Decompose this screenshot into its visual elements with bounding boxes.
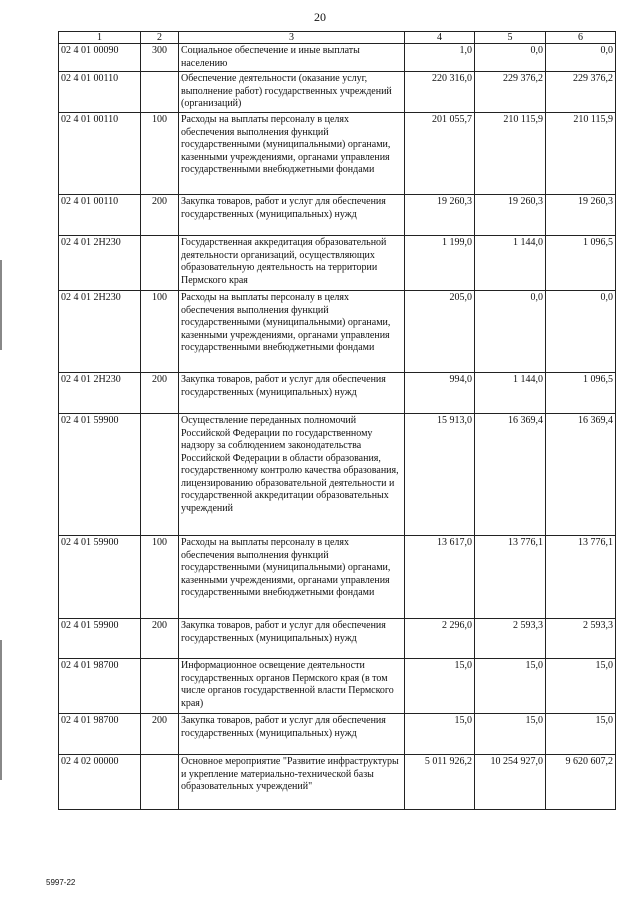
amount-col4-cell: 15,0: [405, 659, 475, 714]
expense-type-cell: 200: [141, 373, 179, 414]
code-cell: 02 4 01 00110: [59, 72, 141, 113]
amount-col5-cell: 19 260,3: [475, 195, 546, 236]
amount-col4-cell: 19 260,3: [405, 195, 475, 236]
amount-col5-cell: 16 369,4: [475, 414, 546, 536]
amount-col5-cell: 210 115,9: [475, 113, 546, 195]
amount-col6-cell: 15,0: [546, 659, 616, 714]
amount-col5-cell: 229 376,2: [475, 72, 546, 113]
amount-col6-cell: 16 369,4: [546, 414, 616, 536]
description-cell: Расходы на выплаты персоналу в целях обеспечения выполнения функций государственными (муниципальными) органами, казенными учреждениями, органами управления государственными внебюджетными фондами: [179, 291, 405, 373]
description-cell: Закупка товаров, работ и услуг для обеспечения государственных (муниципальных) нужд: [179, 195, 405, 236]
amount-col5-cell: 15,0: [475, 659, 546, 714]
amount-col4-cell: 13 617,0: [405, 536, 475, 619]
code-cell: 02 4 01 59900: [59, 619, 141, 659]
expense-type-cell: 200: [141, 195, 179, 236]
code-cell: 02 4 01 2Н230: [59, 291, 141, 373]
amount-col4-cell: 220 316,0: [405, 72, 475, 113]
column-header-6: 6: [546, 32, 616, 44]
amount-col5-cell: 0,0: [475, 291, 546, 373]
expense-type-cell: 200: [141, 714, 179, 755]
table-row: [59, 113, 616, 195]
code-cell: 02 4 01 00090: [59, 44, 141, 72]
table-row: [59, 195, 616, 236]
code-cell: 02 4 01 98700: [59, 714, 141, 755]
column-header-4: 4: [405, 32, 475, 44]
expense-type-cell: 300: [141, 44, 179, 72]
code-cell: 02 4 01 2Н230: [59, 236, 141, 291]
budget-table: [58, 31, 616, 810]
code-cell: 02 4 01 59900: [59, 536, 141, 619]
amount-col6-cell: 210 115,9: [546, 113, 616, 195]
code-cell: 02 4 01 00110: [59, 113, 141, 195]
code-cell: 02 4 01 00110: [59, 195, 141, 236]
amount-col4-cell: 15 913,0: [405, 414, 475, 536]
amount-col4-cell: 1 199,0: [405, 236, 475, 291]
code-cell: 02 4 01 98700: [59, 659, 141, 714]
amount-col6-cell: 13 776,1: [546, 536, 616, 619]
amount-col4-cell: 201 055,7: [405, 113, 475, 195]
amount-col5-cell: 1 144,0: [475, 236, 546, 291]
table-row: [59, 659, 616, 714]
amount-col4-cell: 994,0: [405, 373, 475, 414]
amount-col6-cell: 9 620 607,2: [546, 755, 616, 810]
amount-col6-cell: 229 376,2: [546, 72, 616, 113]
description-cell: Закупка товаров, работ и услуг для обеспечения государственных (муниципальных) нужд: [179, 619, 405, 659]
table-row: [59, 536, 616, 619]
page-number: 20: [314, 10, 326, 24]
expense-type-cell: [141, 659, 179, 714]
amount-col5-cell: 10 254 927,0: [475, 755, 546, 810]
amount-col5-cell: 0,0: [475, 44, 546, 72]
table-row: [59, 414, 616, 536]
column-header-3: 3: [179, 32, 405, 44]
amount-col4-cell: 205,0: [405, 291, 475, 373]
amount-col6-cell: 2 593,3: [546, 619, 616, 659]
table-row: [59, 714, 616, 755]
table-body: [59, 44, 616, 810]
table-header-row: [59, 32, 616, 44]
expense-type-cell: 100: [141, 291, 179, 373]
code-cell: 02 4 02 00000: [59, 755, 141, 810]
amount-col5-cell: 15,0: [475, 714, 546, 755]
scan-edge-mark: [0, 260, 2, 350]
amount-col4-cell: 15,0: [405, 714, 475, 755]
description-cell: Расходы на выплаты персоналу в целях обеспечения выполнения функций государственными (муниципальными) органами, казенными учреждениями, органами управления государственными внебюджетными фондами: [179, 536, 405, 619]
code-cell: 02 4 01 2Н230: [59, 373, 141, 414]
description-cell: Расходы на выплаты персоналу в целях обеспечения выполнения функций государственными (муниципальными) органами, казенными учреждениями, органами управления государственными внебюджетными фондами: [179, 113, 405, 195]
amount-col4-cell: 2 296,0: [405, 619, 475, 659]
amount-col5-cell: 13 776,1: [475, 536, 546, 619]
expense-type-cell: 200: [141, 619, 179, 659]
description-cell: Осуществление переданных полномочий Российской Федерации по государственному надзору за соблюдением законодательства Российской Федерации в области образования, государственному контролю качества образования, лицензированию образовательной деятельности и государственной аккредитации образовательных учреждений: [179, 414, 405, 536]
column-header-5: 5: [475, 32, 546, 44]
amount-col5-cell: 2 593,3: [475, 619, 546, 659]
description-cell: Закупка товаров, работ и услуг для обеспечения государственных (муниципальных) нужд: [179, 714, 405, 755]
description-cell: Обеспечение деятельности (оказание услуг, выполнение работ) государственных учреждений (организаций): [179, 72, 405, 113]
table-row: [59, 291, 616, 373]
code-cell: 02 4 01 59900: [59, 414, 141, 536]
description-cell: Закупка товаров, работ и услуг для обеспечения государственных (муниципальных) нужд: [179, 373, 405, 414]
description-cell: Социальное обеспечение и иные выплаты населению: [179, 44, 405, 72]
description-cell: Основное мероприятие "Развитие инфраструктуры и укрепление материально-технической базы образовательных учреждений": [179, 755, 405, 810]
column-header-1: 1: [59, 32, 141, 44]
expense-type-cell: 100: [141, 113, 179, 195]
amount-col6-cell: 0,0: [546, 291, 616, 373]
expense-type-cell: [141, 414, 179, 536]
expense-type-cell: [141, 236, 179, 291]
description-cell: Государственная аккредитация образовательной деятельности организаций, осуществляющих образовательную деятельность на территории Пермского края: [179, 236, 405, 291]
amount-col4-cell: 5 011 926,2: [405, 755, 475, 810]
footer-document-code: 5997-22: [46, 878, 76, 887]
amount-col6-cell: 1 096,5: [546, 236, 616, 291]
expense-type-cell: 100: [141, 536, 179, 619]
table-row: [59, 619, 616, 659]
table-row: [59, 236, 616, 291]
table-row: [59, 373, 616, 414]
table-row: [59, 44, 616, 72]
scan-edge-mark: [0, 640, 2, 780]
amount-col6-cell: 19 260,3: [546, 195, 616, 236]
table-row: [59, 755, 616, 810]
amount-col5-cell: 1 144,0: [475, 373, 546, 414]
expense-type-cell: [141, 755, 179, 810]
description-cell: Информационное освещение деятельности государственных органов Пермского края (в том числе органов государственной власти Пермского края): [179, 659, 405, 714]
expense-type-cell: [141, 72, 179, 113]
amount-col4-cell: 1,0: [405, 44, 475, 72]
amount-col6-cell: 0,0: [546, 44, 616, 72]
table-row: [59, 72, 616, 113]
amount-col6-cell: 15,0: [546, 714, 616, 755]
column-header-2: 2: [141, 32, 179, 44]
amount-col6-cell: 1 096,5: [546, 373, 616, 414]
